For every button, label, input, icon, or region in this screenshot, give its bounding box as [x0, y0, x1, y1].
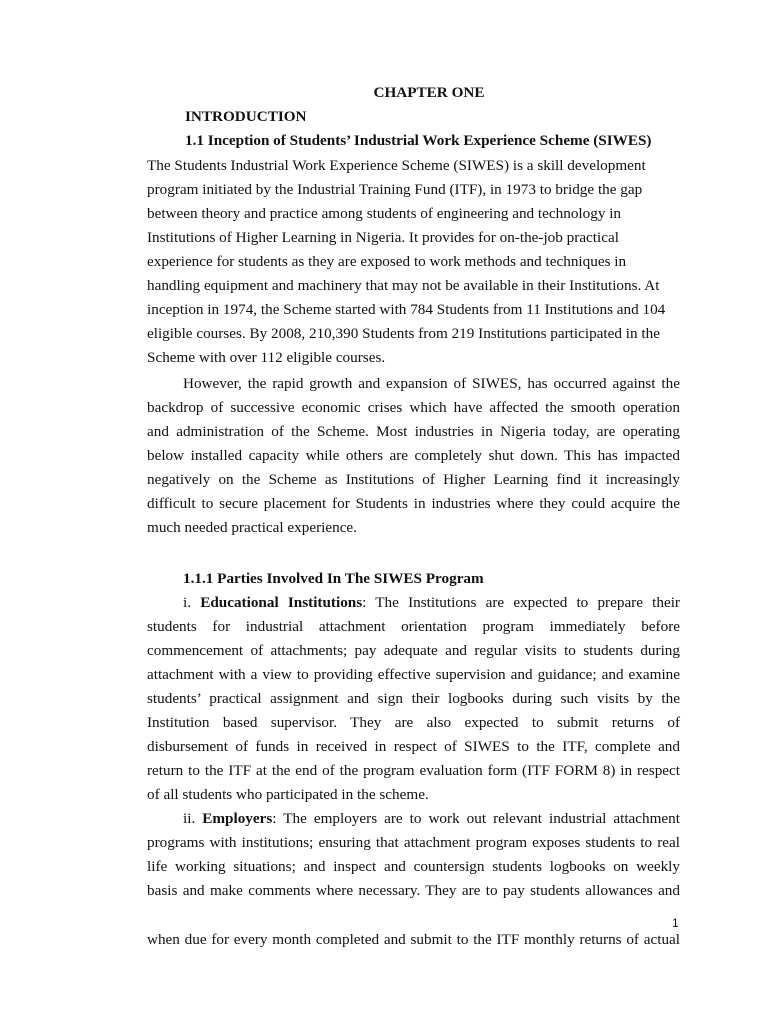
- introduction-heading: INTRODUCTION: [185, 108, 307, 125]
- text-line: of all students who participated in the scheme.: [147, 786, 429, 803]
- section-1-1-heading: 1.1 Inception of Students’ Industrial Work Experience Scheme (SIWES): [185, 132, 652, 149]
- text-line: and administration of the Scheme. Most industries in Nigeria today, are operating: [147, 423, 680, 440]
- item-i-marker: i.: [183, 594, 201, 611]
- text-line: Institution based supervisor. They are also expected to submit returns of: [147, 714, 680, 731]
- text-line: between theory and practice among students of engineering and technology in: [147, 205, 622, 222]
- text-line: The Students Industrial Work Experience Scheme (SIWES) is a skill development: [147, 157, 646, 174]
- text-line: eligible courses. By 2008, 210,390 Students from 219 Institutions participated in the: [147, 325, 660, 342]
- text-line: program initiated by the Industrial Training Fund (ITF), in 1973 to bridge the gap: [147, 181, 643, 198]
- text-line: disbursement of funds in received in respect of SIWES to the ITF, complete and: [147, 738, 680, 755]
- text-line: negatively on the Scheme as Institutions of Higher Learning find it increasingly: [147, 471, 680, 488]
- item-i-text: : The Institutions are expected to prepare their: [362, 594, 680, 611]
- item-ii-marker: ii.: [183, 810, 203, 827]
- text-line: below installed capacity while others are completely shut down. This has impacted: [147, 447, 680, 464]
- text-line: return to the ITF at the end of the program evaluation form (ITF FORM 8) in respect: [147, 762, 680, 779]
- item-ii-first-line: [183, 810, 680, 828]
- text-line: Scheme with over 112 eligible courses.: [147, 349, 386, 366]
- text-line: handling equipment and machinery that may not be available in their Institutions. At: [147, 277, 660, 294]
- text-line: attachment with a view to providing effective supervision and guidance; and examine: [147, 666, 680, 683]
- text-line: However, the rapid growth and expansion of SIWES, has occurred against the: [183, 375, 680, 392]
- text-line: basis and make comments where necessary. They are to pay students allowances and: [147, 882, 680, 899]
- text-line: Institutions of Higher Learning in Nigeria. It provides for on-the-job practical: [147, 229, 619, 246]
- item-i-first-line: [183, 594, 680, 612]
- text-line: inception in 1974, the Scheme started with 784 Students from 11 Institutions and 104: [147, 301, 666, 318]
- text-line: much needed practical experience.: [147, 519, 357, 536]
- item-i-term: Educational Institutions: [200, 594, 363, 611]
- text-line: difficult to secure placement for Students in industries where they could acquire the: [147, 495, 680, 512]
- section-1-1-1-heading: 1.1.1 Parties Involved In The SIWES Program: [183, 570, 484, 587]
- next-page-first-line: when due for every month completed and submit to the ITF monthly returns of actual: [147, 931, 680, 948]
- chapter-title: CHAPTER ONE: [373, 84, 485, 101]
- text-line: life working situations; and inspect and countersign students logbooks on weekly: [147, 858, 680, 875]
- text-line: students’ practical assignment and sign their logbooks during such visits by the: [147, 690, 680, 707]
- text-line: backdrop of successive economic crises which have affected the smooth operation: [147, 399, 680, 416]
- item-ii-text: : The employers are to work out relevant industrial attachment: [272, 810, 680, 827]
- text-line: commencement of attachments; pay adequate and regular visits to students during: [147, 642, 680, 659]
- text-line: students for industrial attachment orientation program immediately before: [147, 618, 680, 635]
- page-number: 1: [672, 916, 679, 930]
- text-line: programs with institutions; ensuring that attachment program exposes students to real: [147, 834, 680, 851]
- item-ii-term: Employers: [202, 810, 273, 827]
- text-line: experience for students as they are exposed to work methods and techniques in: [147, 253, 627, 270]
